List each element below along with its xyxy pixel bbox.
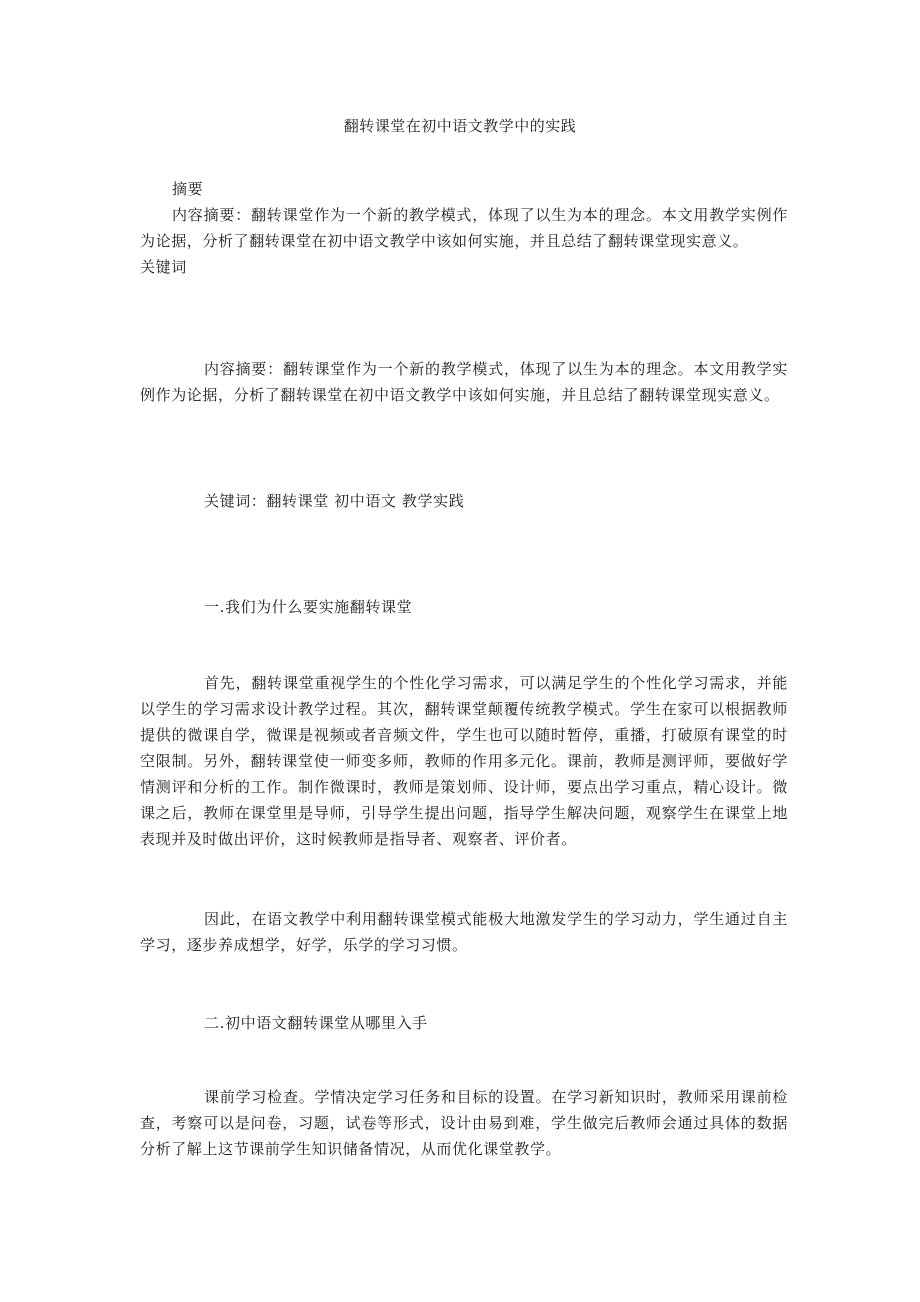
section-1-paragraph-1: 首先，翻转课堂重视学生的个性化学习需求，可以满足学生的个性化学习需求，并能以学生的学习需求设计教学过程。其次，翻转课堂颠覆传统教学模式。学生在家可以根据教师提供的微课自学，微课是视频或者音频文件，学生也可以随时暂停，重播，打破原有课堂的时空限制。另外，翻转课堂使一师变多师，教师的作用多元化。课前，教师是测评师，要做好学情测评和分析的工作。制作微课时，教师是策划师、设计师，要点出学习重点，精心设计。微课之后，教师在课堂里是导师，引导学生提出问题，指导学生解决问题，观察学生在课堂上地表现并及时做出评价，这时候教师是指导者、观察者、评价者。 xyxy=(140,674,788,848)
section-2-heading: 二.初中语文翻转课堂从哪里入手 xyxy=(204,1014,428,1032)
summary-paragraph: 内容摘要：翻转课堂作为一个新的教学模式，体现了以生为本的理念。本文用教学实例作为论据，分析了翻转课堂在初中语文教学中该如何实施，并且总结了翻转课堂现实意义。 xyxy=(140,360,788,404)
section-1-heading: 一.我们为什么要实施翻转课堂 xyxy=(204,598,413,616)
abstract-label: 摘要 xyxy=(172,180,204,198)
document-title: 翻转课堂在初中语文教学中的实践 xyxy=(343,117,577,135)
section-2-paragraph-1: 课前学习检查。学情决定学习任务和目标的设置。在学习新知识时，教师采用课前检查，考察可以是问卷，习题，试卷等形式，设计由易到难，学生做完后教师会通过具体的数据分析了解上这节课前学生知识储备情况，从而优化课堂教学。 xyxy=(140,1088,788,1158)
keywords-line: 关键词：翻转课堂 初中语文 教学实践 xyxy=(204,492,465,510)
abstract-text: 内容摘要：翻转课堂作为一个新的教学模式，体现了以生为本的理念。本文用教学实例作为论据，分析了翻转课堂在初中语文教学中该如何实施，并且总结了翻转课堂现实意义。 xyxy=(140,206,788,250)
abstract-section xyxy=(140,176,788,280)
keywords-label: 关键词 xyxy=(140,258,187,276)
section-1-paragraph-2: 因此，在语文教学中利用翻转课堂模式能极大地激发学生的学习动力，学生通过自主学习，逐步养成想学，好学，乐学的学习习惯。 xyxy=(140,910,788,954)
